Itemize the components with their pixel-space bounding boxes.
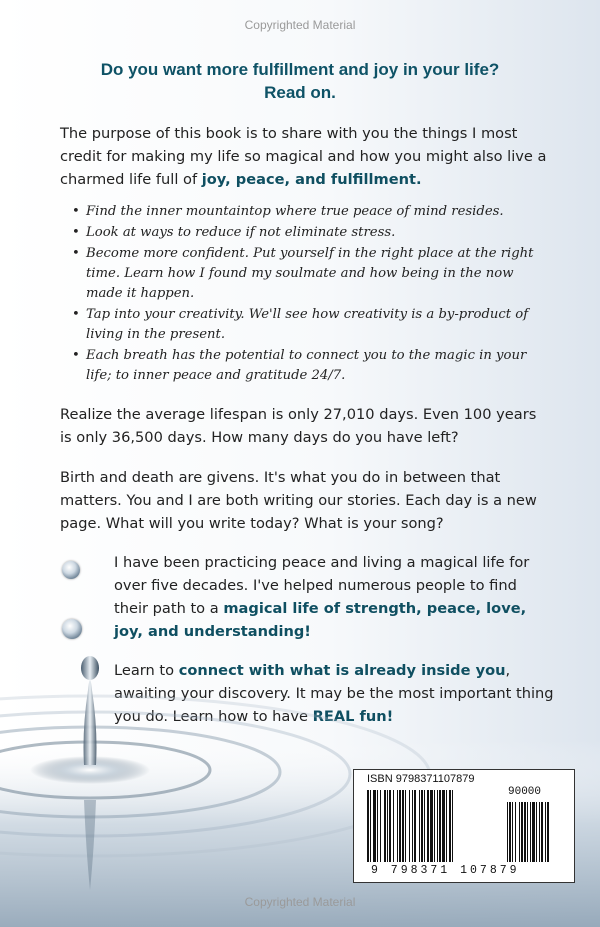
learn-text-1: Learn to bbox=[114, 662, 179, 679]
watermark-top: Copyrighted Material bbox=[244, 18, 356, 32]
headline-line-2: Read on. bbox=[264, 83, 336, 102]
list-item-text: Become more confident. Put yourself in the right place at the right time. Learn how I found my soulmate and how being in the now made it happen. bbox=[86, 246, 534, 301]
barcode-icon bbox=[367, 790, 562, 862]
list-item bbox=[72, 305, 552, 345]
benefits-list bbox=[72, 202, 552, 387]
list-item bbox=[72, 346, 552, 386]
list-item bbox=[72, 202, 552, 222]
list-item bbox=[72, 244, 552, 304]
learn-emphasis-1: connect with what is already inside you bbox=[178, 662, 506, 679]
birth-paragraph: Birth and death are givens. It's what you do in between that matters. You and I are both writing our stories. Each day is a new page. What will you write today? What is your song? bbox=[60, 469, 537, 532]
bullet-icon: • bbox=[72, 246, 80, 261]
bullet-icon: • bbox=[72, 348, 80, 363]
headline bbox=[40, 58, 560, 104]
watermark-bottom: Copyrighted Material bbox=[244, 895, 356, 909]
water-orb-icon bbox=[62, 561, 80, 579]
intro-emphasis: joy, peace, and fulfillment. bbox=[201, 171, 422, 188]
list-item-text: Each breath has the potential to connect you to the magic in your life; to inner peace and gratitude 24/7. bbox=[86, 348, 527, 383]
intro-text: The purpose of this book is to share with you the things I most credit for making my life so magical and how you might also live a charmed life full of bbox=[60, 125, 547, 188]
author-paragraph bbox=[114, 551, 554, 643]
list-item-text: Look at ways to reduce if not eliminate stress. bbox=[86, 225, 396, 240]
price-code: 90000 bbox=[508, 786, 542, 798]
water-orb-icon bbox=[62, 619, 82, 639]
learn-emphasis-2: REAL fun! bbox=[312, 708, 394, 725]
isbn-digits: 9 798371 107879 bbox=[371, 864, 520, 877]
bullet-icon: • bbox=[72, 204, 80, 219]
headline-line-1: Do you want more fulfillment and joy in your life? bbox=[100, 60, 500, 79]
list-item-text: Find the inner mountaintop where true peace of mind resides. bbox=[86, 204, 504, 219]
lifespan-paragraph: Realize the average lifespan is only 27,010 days. Even 100 years is only 36,500 days. How many days do you have left? bbox=[60, 406, 537, 446]
intro-paragraph bbox=[60, 122, 550, 191]
bullet-icon: • bbox=[72, 307, 80, 322]
isbn-label: ISBN 9798371107879 bbox=[367, 773, 475, 785]
author-text: I have been practicing peace and living a magical life for over five decades. I've helped numerous people to find their path to a bbox=[114, 554, 530, 617]
list-item-text: Tap into your creativity. We'll see how creativity is a by-product of living in the present. bbox=[86, 307, 529, 342]
list-item bbox=[72, 223, 552, 243]
author-emphasis: magical life of strength, peace, love, joy, and understanding! bbox=[114, 600, 527, 640]
learn-text-2: , awaiting your discovery. It may be the most important thing you do. Learn how to have bbox=[114, 662, 554, 725]
bullet-icon: • bbox=[72, 225, 80, 240]
